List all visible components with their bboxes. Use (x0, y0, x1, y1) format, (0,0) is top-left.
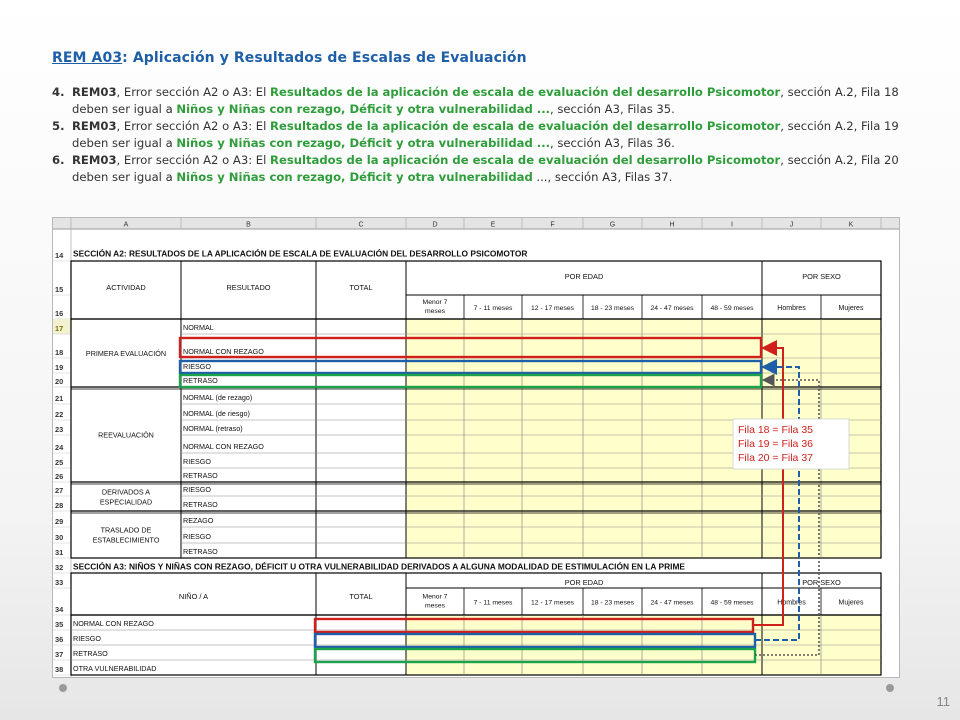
result-label: NORMAL (de riesgo) (183, 409, 250, 418)
row-number: 17 (55, 324, 64, 333)
row-number: 15 (55, 285, 64, 294)
column-letter: G (609, 221, 616, 229)
error-text: , sección A.2, Fila 19 deben ser igual a (72, 119, 899, 150)
row-number: 34 (55, 605, 64, 614)
column-letter: A (123, 221, 129, 229)
column-header-bar (53, 218, 900, 229)
row-number: 31 (55, 548, 64, 557)
error-code: REM03 (72, 153, 117, 167)
header-total: TOTAL (349, 592, 373, 601)
row-number: 25 (55, 458, 64, 467)
header-age: 18 - 23 meses (590, 305, 635, 312)
group-label: DERIVADOS A (101, 487, 151, 497)
error-text: ..., sección A3, Filas 37. (532, 170, 673, 184)
column-letter: B (246, 221, 251, 229)
row-number: 21 (55, 394, 64, 403)
column-letter: F (550, 221, 555, 229)
row-number: 24 (55, 443, 64, 452)
row-number: 30 (55, 533, 64, 542)
group-label: ESTABLECIMIENTO (92, 535, 160, 545)
error-number: 6. (52, 153, 65, 167)
title-text: : Aplicación y Resultados de Escalas de Evaluación (122, 50, 527, 66)
header-age: 7 - 11 meses (473, 599, 513, 607)
column-letter: E (490, 221, 496, 229)
header-age: meses (424, 602, 446, 610)
slide-dot-icon (886, 684, 894, 692)
error-code: REM03 (72, 119, 117, 133)
result-label: NORMAL CON REZAGO (183, 442, 264, 451)
row-number: 23 (55, 425, 64, 434)
section-a2-title: SECCIÓN A2: RESULTADOS DE LA APLICACIÓN DE ESCALA DE EVALUACIÓN DEL DESARROLLO PSICOMOTOR (73, 248, 528, 259)
header-age: Menor 7 (422, 299, 448, 306)
row-number: 38 (55, 665, 64, 674)
error-text: , sección A3, Filas 35. (550, 102, 675, 116)
group-label: PRIMERA EVALUACIÓN (85, 349, 167, 358)
row-number: 14 (55, 251, 64, 260)
row-number: 36 (55, 635, 64, 644)
header-por-edad: POR EDAD (564, 578, 604, 587)
column-letter: C (358, 221, 364, 229)
result-label: RETRASO (183, 500, 218, 509)
header-sex: Mujeres (838, 599, 864, 607)
error-highlight: Niños y Niñas con rezago, Déficit y otra vulnerabilidad ... (176, 136, 550, 150)
row-number: 26 (55, 472, 64, 481)
header-resultado: RESULTADO (226, 283, 271, 292)
error-item (52, 118, 912, 152)
row-number: 35 (55, 620, 64, 629)
slide-dot-icon (59, 684, 67, 692)
error-text: , Error sección A2 o A3: El (116, 119, 271, 133)
header-age: 12 - 17 meses (530, 599, 575, 607)
header-age: meses (424, 308, 446, 315)
header-age: 12 - 17 meses (530, 305, 575, 312)
error-highlight: Resultados de la aplicación de escala de evaluación del desarrollo Psicomotor (270, 85, 781, 99)
column-letter: I (731, 221, 733, 229)
result-label: RIESGO (183, 532, 211, 541)
row-number: 19 (55, 363, 64, 372)
header-age: 24 - 47 meses (650, 599, 694, 607)
result-label: RETRASO (183, 547, 218, 556)
legend-text: Fila 20 = Fila 37 (738, 452, 813, 464)
a3-result-label: RIESGO (73, 634, 101, 643)
legend-text: Fila 19 = Fila 36 (738, 438, 813, 450)
title-code: REM A03 (52, 50, 123, 66)
row-number: 28 (55, 501, 64, 510)
header-por-sexo: POR SEXO (802, 272, 841, 281)
column-letter: K (848, 221, 854, 229)
result-label: RIESGO (183, 362, 211, 371)
section-a3-title: SECCIÓN A3: NIÑOS Y NIÑAS CON REZAGO, DÉFICIT U OTRA VULNERABILIDAD DERIVADOS A ALGUNA MODALIDAD DE ESTIMULACIÓN EN LA PRIME (73, 561, 686, 572)
row-number: 27 (55, 486, 64, 495)
header-age: 48 - 59 meses (710, 305, 754, 312)
error-highlight: Resultados de la aplicación de escala de evaluación del desarrollo Psicomotor (270, 153, 781, 167)
header-nino: NIÑO / A (178, 592, 209, 601)
result-label: RETRASO (183, 376, 218, 385)
row-number: 37 (55, 650, 64, 659)
error-list (52, 84, 912, 186)
error-item (52, 152, 912, 186)
error-text: , Error sección A2 o A3: El (116, 85, 271, 99)
row-number: 22 (55, 410, 64, 419)
row-number: 20 (55, 377, 64, 386)
error-highlight: Niños y Niñas con rezago, Déficit y otra vulnerabilidad ... (176, 102, 550, 116)
spreadsheet-screenshot (52, 217, 900, 678)
a3-result-label: RETRASO (73, 649, 108, 658)
error-text: , sección A3, Filas 36. (550, 136, 675, 150)
result-label: RIESGO (183, 457, 211, 466)
result-label: REZAGO (183, 516, 214, 525)
header-sex: Hombres (777, 305, 806, 312)
result-label: RETRASO (183, 471, 218, 480)
error-item (52, 84, 912, 118)
column-letter: H (669, 221, 675, 229)
a3-result-label: OTRA VULNERABILIDAD (73, 664, 157, 673)
group-label: ESPECIALIDAD (99, 497, 153, 507)
error-highlight: Resultados de la aplicación de escala de evaluación del desarrollo Psicomotor (270, 119, 781, 133)
column-letter: D (432, 221, 438, 229)
header-age: Menor 7 (422, 593, 448, 601)
error-number: 4. (52, 85, 65, 99)
error-text: , sección A.2, Fila 18 deben ser igual a (72, 85, 899, 116)
error-number: 5. (52, 119, 65, 133)
header-actividad: ACTIVIDAD (106, 283, 146, 292)
row-number: 16 (55, 309, 64, 318)
row-number: 33 (55, 578, 64, 587)
header-sex: Mujeres (838, 305, 864, 312)
result-label: RIESGO (183, 485, 211, 494)
a3-result-label: NORMAL CON REZAGO (73, 619, 154, 628)
spreadsheet-canvas (53, 218, 900, 678)
result-label: NORMAL (183, 323, 214, 332)
error-text: , Error sección A2 o A3: El (116, 153, 271, 167)
error-text: , sección A.2, Fila 20 deben ser igual a (72, 153, 899, 184)
header-age: 7 - 11 meses (473, 305, 513, 312)
header-total: TOTAL (349, 283, 373, 292)
header-por-sexo: POR SEXO (802, 578, 841, 587)
header-por-edad: POR EDAD (564, 272, 604, 281)
result-label: NORMAL (de rezago) (183, 393, 253, 402)
error-code: REM03 (72, 85, 117, 99)
page-title (52, 50, 527, 66)
header-sex: Hombres (777, 599, 806, 607)
group-label: TRASLADO DE (100, 525, 152, 535)
result-label: NORMAL CON REZAGO (183, 347, 264, 356)
result-label: NORMAL (retraso) (183, 424, 243, 433)
header-age: 24 - 47 meses (650, 305, 694, 312)
column-letter: J (789, 221, 794, 229)
group-label: REEVALUACIÓN (98, 430, 154, 440)
row-number: 32 (55, 563, 64, 572)
legend-text: Fila 18 = Fila 35 (738, 424, 813, 436)
row-number: 29 (55, 517, 64, 526)
error-highlight: Niños y Niñas con rezago, Déficit y otra vulnerabilidad (176, 170, 533, 184)
header-age: 18 - 23 meses (590, 599, 635, 607)
page-number: 11 (936, 694, 950, 709)
row-number: 18 (55, 348, 64, 357)
header-age: 48 - 59 meses (710, 599, 754, 607)
